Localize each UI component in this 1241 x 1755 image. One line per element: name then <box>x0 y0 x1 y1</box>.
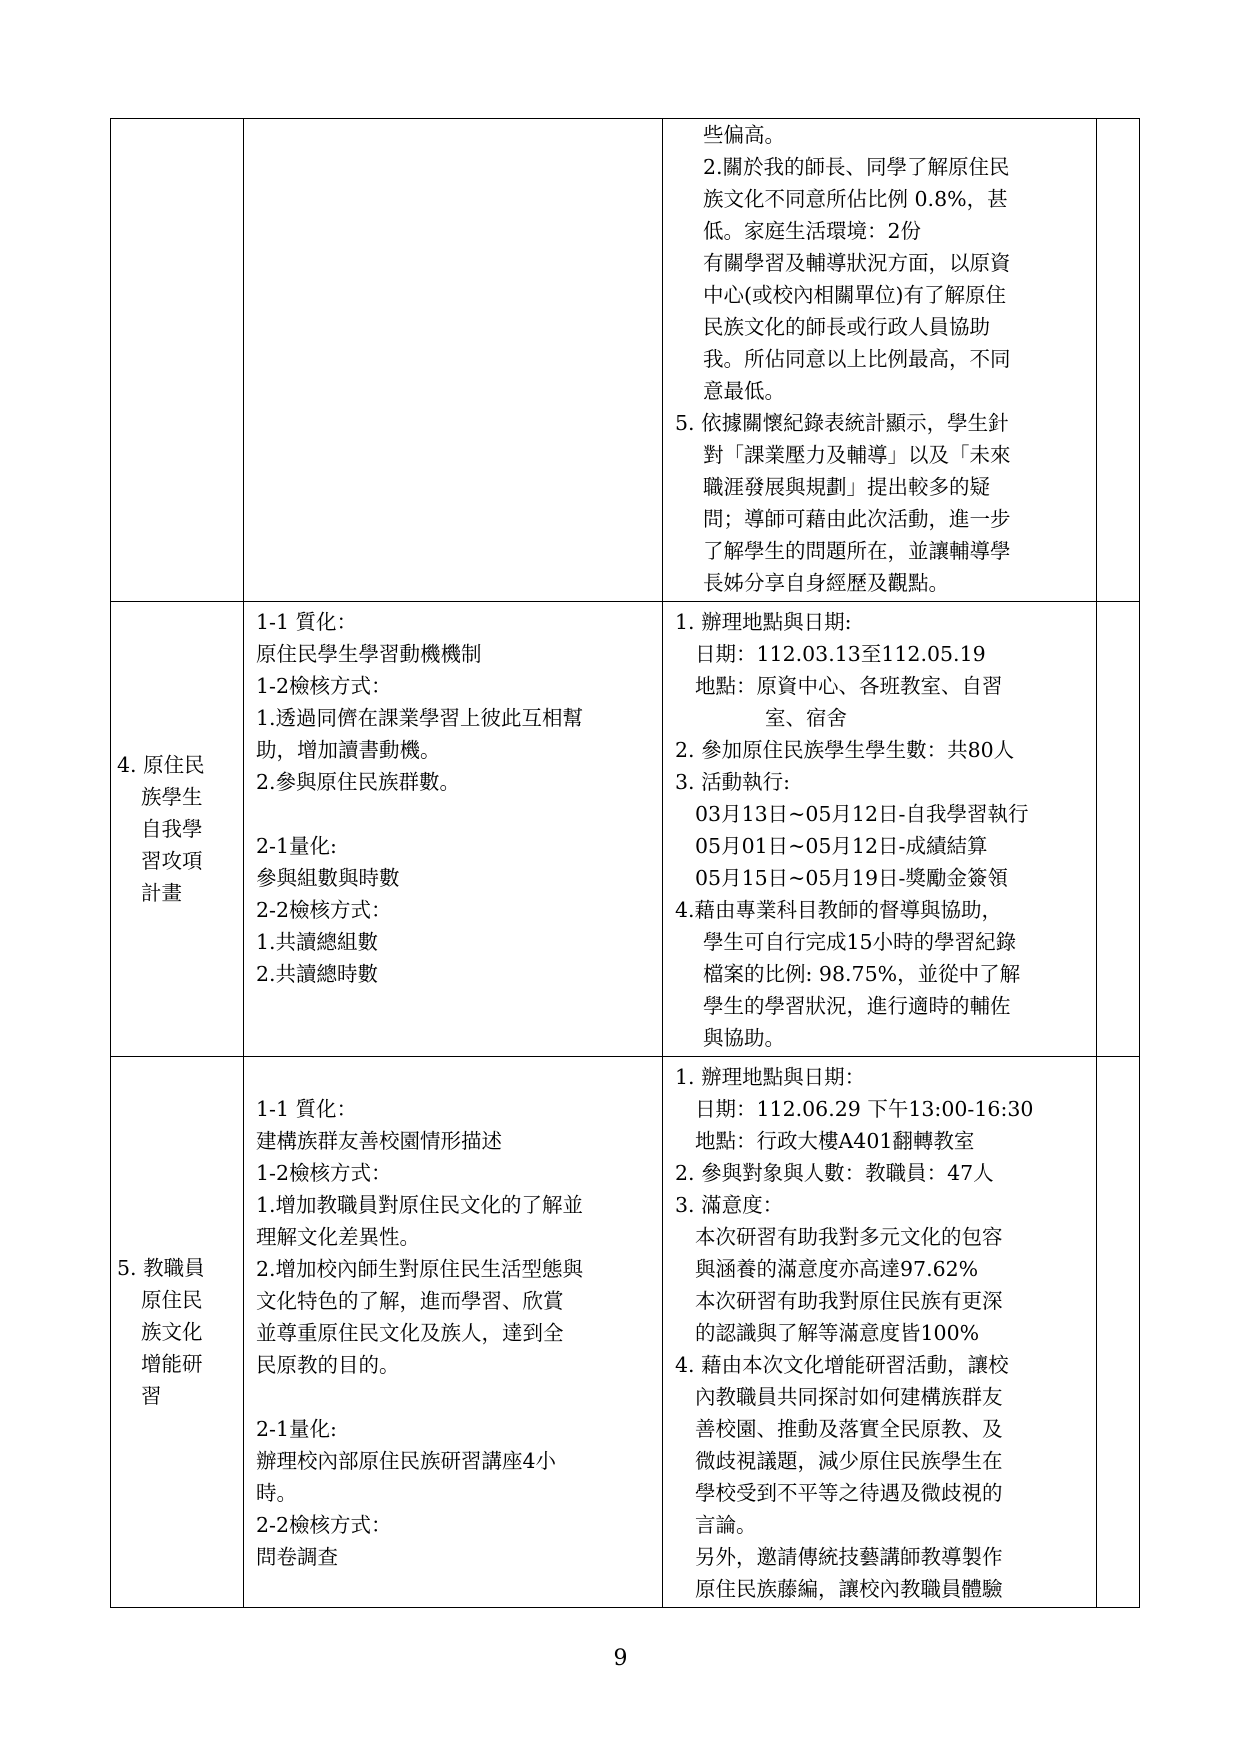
table-row <box>111 1057 1140 1608</box>
item-line: 5. 教職員 <box>117 1256 205 1280</box>
remarks-cell <box>1097 602 1140 1057</box>
indicator-line: 參與組數與時數 <box>256 866 400 890</box>
indicator-line: 2-2檢核方式： <box>256 898 392 922</box>
item-cell <box>111 1057 244 1608</box>
page-number: 9 <box>613 1646 628 1671</box>
remarks-cell <box>1097 119 1140 602</box>
result-line: 5. 依據關懷紀錄表統計顯示，學生針 <box>675 411 1009 435</box>
indicator-line: 1.共讀總組數 <box>256 930 379 954</box>
indicator-line: 原住民學生學習動機機制 <box>256 642 482 666</box>
item-cell <box>111 119 244 602</box>
item-line: 4. 原住民 <box>117 753 205 777</box>
remarks-cell <box>1097 1057 1140 1608</box>
item-line: 習攻項 <box>141 849 203 873</box>
result-line: 長姊分享自身經歷及觀點。 <box>703 571 949 595</box>
result-line: 地點：行政大樓A401翻轉教室 <box>695 1129 975 1153</box>
indicator-line: 並尊重原住民文化及族人，達到全 <box>256 1321 564 1345</box>
result-line: 的認識與了解等滿意度皆100% <box>695 1321 980 1345</box>
item-line: 計畫 <box>141 881 182 905</box>
item-line: 族學生 <box>141 785 203 809</box>
result-line: 2. 參加原住民族學生學生數：共80人 <box>675 738 1015 762</box>
indicator-cell <box>244 119 663 602</box>
indicator-line: 2-1量化: <box>256 1417 337 1441</box>
result-line: 民族文化的師長或行政人員協助 <box>703 315 990 339</box>
result-line: 與涵養的滿意度亦高達97.62% <box>695 1257 979 1281</box>
result-line: 3. 活動執行: <box>675 770 790 794</box>
result-cell <box>663 1057 1097 1608</box>
result-line: 2. 參與對象與人數：教職員：47人 <box>675 1161 994 1185</box>
result-line: 日期：112.03.13至112.05.19 <box>695 642 986 666</box>
indicator-line: 2-1量化: <box>256 834 337 858</box>
result-line: 問；導師可藉由此次活動，進一步 <box>703 507 1011 531</box>
blank-line <box>256 798 662 830</box>
result-line: 言論。 <box>695 1513 757 1537</box>
result-line: 另外，邀請傳統技藝講師教導製作 <box>695 1545 1003 1569</box>
result-line: 本次研習有助我對多元文化的包容 <box>695 1225 1003 1249</box>
indicator-line: 2-2檢核方式： <box>256 1513 392 1537</box>
result-line: 05月15日~05月19日-獎勵金簽領 <box>695 866 1008 890</box>
indicator-line: 辦理校內部原住民族研習講座4小 <box>256 1449 557 1473</box>
result-line: 檔案的比例: 98.75%，並從中了解 <box>703 962 1021 986</box>
item-line: 習 <box>141 1384 162 1408</box>
result-line: 了解學生的問題所在，並讓輔導學 <box>703 539 1011 563</box>
result-line: 學生的學習狀況，進行適時的輔佐 <box>703 994 1011 1018</box>
result-line: 1. 辦理地點與日期： <box>675 1065 866 1089</box>
indicator-line: 2.參與原住民族群數。 <box>256 770 461 794</box>
indicator-line: 1-2檢核方式： <box>256 1161 392 1185</box>
result-line: 1. 辦理地點與日期: <box>675 610 852 634</box>
result-line: 我。所佔同意以上比例最高，不同 <box>703 347 1011 371</box>
table-row <box>111 119 1140 602</box>
result-line: 些偏高。 <box>703 123 785 147</box>
result-line: 學生可自行完成15小時的學習紀錄 <box>703 930 1017 954</box>
blank-line <box>256 1061 662 1093</box>
indicator-line: 理解文化差異性。 <box>256 1225 420 1249</box>
table-row <box>111 602 1140 1057</box>
result-line: 低。家庭生活環境：2份 <box>703 219 922 243</box>
result-line: 2.關於我的師長、同學了解原住民 <box>703 155 1010 179</box>
indicator-line: 1-2檢核方式： <box>256 674 392 698</box>
indicator-line: 1-1 質化： <box>256 1097 358 1121</box>
indicator-line: 民原教的目的。 <box>256 1353 400 1377</box>
result-line: 4. 藉由本次文化增能研習活動，讓校 <box>675 1353 1009 1377</box>
indicator-line: 建構族群友善校園情形描述 <box>256 1129 502 1153</box>
result-line: 職涯發展與規劃」提出較多的疑 <box>703 475 990 499</box>
indicator-line: 1-1 質化： <box>256 610 358 634</box>
result-line: 4.藉由專業科目教師的督導與協助， <box>675 898 1003 922</box>
result-cell <box>663 119 1097 602</box>
result-line: 族文化不同意所佔比例 0.8%，甚 <box>703 187 1008 211</box>
result-line: 3. 滿意度： <box>675 1193 784 1217</box>
indicator-cell <box>244 1057 663 1608</box>
indicator-line: 助，增加讀書動機。 <box>256 738 441 762</box>
result-line: 與協助。 <box>703 1026 785 1050</box>
result-line: 善校園、推動及落實全民原教、及 <box>695 1417 1003 1441</box>
item-line: 族文化 <box>141 1320 203 1344</box>
result-line: 意最低。 <box>703 379 785 403</box>
report-table <box>110 118 1140 1608</box>
result-line: 地點：原資中心、各班教室、自習 <box>695 674 1003 698</box>
result-line: 原住民族藤編，讓校內教職員體驗 <box>695 1577 1003 1601</box>
item-line: 原住民 <box>141 1288 203 1312</box>
blank-line <box>256 1381 662 1413</box>
result-line: 內教職員共同探討如何建構族群友 <box>695 1385 1003 1409</box>
result-line: 有關學習及輔導狀況方面，以原資 <box>703 251 1011 275</box>
result-cell <box>663 602 1097 1057</box>
indicator-line: 文化特色的了解，進而學習、欣賞 <box>256 1289 564 1313</box>
result-line: 對「課業壓力及輔導」以及「未來 <box>703 443 1011 467</box>
result-line: 中心(或校內相關單位)有了解原住 <box>703 283 1006 307</box>
result-line: 微歧視議題，減少原住民族學生在 <box>695 1449 1003 1473</box>
indicator-line: 2.共讀總時數 <box>256 962 379 986</box>
item-line: 自我學 <box>141 817 203 841</box>
result-line: 日期：112.06.29 下午13:00-16:30 <box>695 1097 1034 1121</box>
indicator-line: 1.增加教職員對原住民文化的了解並 <box>256 1193 584 1217</box>
indicator-line: 問卷調查 <box>256 1545 338 1569</box>
item-line: 增能研 <box>141 1352 203 1376</box>
indicator-line: 1.透過同儕在課業學習上彼此互相幫 <box>256 706 584 730</box>
result-line: 05月01日~05月12日-成績結算 <box>695 834 988 858</box>
indicator-line: 時。 <box>256 1481 297 1505</box>
indicator-cell <box>244 602 663 1057</box>
result-line: 室、宿舍 <box>765 706 847 730</box>
result-line: 03月13日~05月12日-自我學習執行 <box>695 802 1029 826</box>
item-cell <box>111 602 244 1057</box>
indicator-line: 2.增加校內師生對原住民生活型態與 <box>256 1257 584 1281</box>
result-line: 學校受到不平等之待遇及微歧視的 <box>695 1481 1003 1505</box>
result-line: 本次研習有助我對原住民族有更深 <box>695 1289 1003 1313</box>
